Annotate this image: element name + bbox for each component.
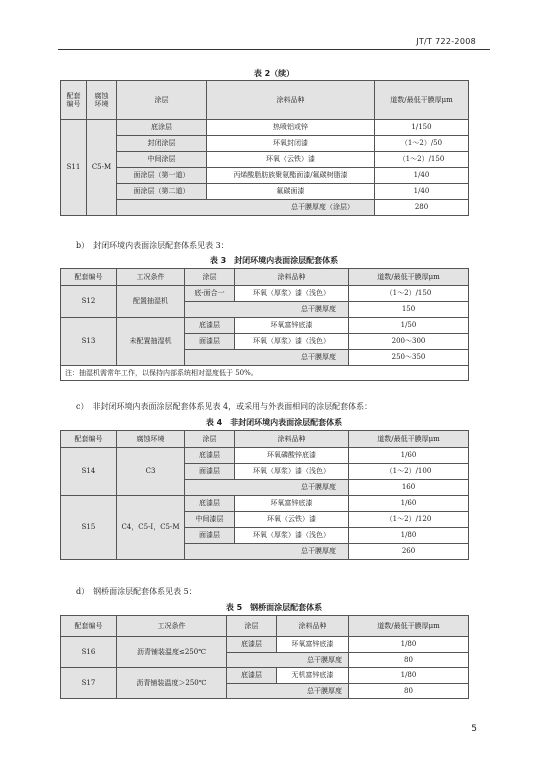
table4-header-product: 涂料品种 [235, 431, 349, 448]
table2-env-cell: C5-M [87, 120, 117, 216]
table-cell: 150 [349, 302, 469, 318]
table5-header-product: 涂料品种 [277, 616, 349, 637]
table2-scheme-cell: S11 [61, 120, 87, 216]
table-cell: C4，C5-I，C5-M [117, 496, 185, 560]
table-cell: 260 [349, 544, 469, 560]
table-cell: 底-面合一 [185, 286, 235, 302]
table5 [60, 615, 469, 699]
table5-caption: 表 5 钢桥面涂层配套体系 [225, 603, 323, 612]
table-cell: 160 [349, 480, 469, 496]
table2-header-scheme: 配套 编号 [61, 81, 87, 120]
table2-header-thickness: 道数/最低干膜厚μm [375, 81, 469, 120]
table4 [60, 430, 469, 560]
table-cell: S13 [61, 318, 117, 366]
table-cell: 1/80 [349, 528, 469, 544]
table-cell: 环氧（厚浆）漆（浅色） [235, 528, 349, 544]
table-cell: 环氧（厚浆）漆（浅色） [235, 464, 349, 480]
table-cell: 环氧富锌底漆 [277, 637, 349, 653]
table3-header-scheme: 配套编号 [61, 269, 117, 286]
table-cell: 环氧富锌底漆 [235, 318, 349, 334]
table-cell: 80 [349, 653, 469, 668]
table-cell: S15 [61, 496, 117, 560]
table2-caption: 表 2（续） [253, 69, 295, 78]
table-cell: 封闭涂层 [117, 136, 207, 152]
table-cell: 面涂层（第二道） [117, 184, 207, 200]
table-cell: S12 [61, 286, 117, 318]
table2 [60, 80, 469, 216]
table-cell: 总干膜厚度 [185, 544, 349, 560]
table-cell: 中间涂层 [117, 152, 207, 168]
table-cell: C3 [117, 448, 185, 496]
table-cell: 1/80 [349, 668, 469, 684]
paragraph-d: d） 钢桥面涂层配套体系见表 5： [76, 587, 197, 596]
table-cell: （1～2）/150 [349, 286, 469, 302]
table-cell: 底漆层 [185, 496, 235, 512]
table-cell: 200～300 [349, 334, 469, 350]
table-cell: 底漆层 [185, 448, 235, 464]
table-cell: 总干膜厚度 [185, 350, 349, 366]
header-rule [58, 49, 490, 50]
table-cell: 底涂层 [117, 120, 207, 136]
table-cell: 80 [349, 684, 469, 699]
table4-header-thickness: 道数/最低干膜厚μm [349, 431, 469, 448]
table-cell: 面漆层 [185, 464, 235, 480]
table-cell: （1～2）/120 [349, 512, 469, 528]
table3-header-thickness: 道数/最低干膜厚μm [349, 269, 469, 286]
table-cell: 1/150 [375, 120, 469, 136]
table-cell: 环氧封闭漆 [207, 136, 375, 152]
table-cell: 总干膜厚度 [227, 684, 349, 699]
table-cell: 氟碳面漆 [207, 184, 375, 200]
table-cell: 面漆层 [185, 528, 235, 544]
paragraph-c: c） 非封闭环境内表面涂层配套体系见表 4，或采用与外表面相同的涂层配套体系： [76, 402, 373, 411]
table-cell: 沥青铺装温度≤250℃ [117, 637, 227, 668]
standard-number: JT/T 722-2008 [416, 37, 476, 46]
table2-total-value: 280 [375, 200, 469, 216]
table-cell: 底漆层 [227, 668, 277, 684]
table3-header-product: 涂料品种 [235, 269, 349, 286]
table-cell: S16 [61, 637, 117, 668]
table3-note: 注：抽湿机需常年工作，以保持内部系统相对湿度低于 50%。 [61, 366, 469, 381]
table3-header-condition: 工况条件 [117, 269, 185, 286]
table-cell: 底漆层 [227, 637, 277, 653]
table-cell: 1/80 [349, 637, 469, 653]
table2-header-environment: 腐蚀 环境 [87, 81, 117, 120]
table-cell: 热喷铝或锌 [207, 120, 375, 136]
table-cell: 总干膜厚度 [185, 302, 349, 318]
table-cell: S17 [61, 668, 117, 699]
table-cell: 1/40 [375, 168, 469, 184]
table-cell: 丙烯酸脂肪族聚氨酯面漆/氟碳树脂漆 [207, 168, 375, 184]
table-cell: 250～350 [349, 350, 469, 366]
table-cell: （1～2）/100 [349, 464, 469, 480]
table-cell: 中间漆层 [185, 512, 235, 528]
table-cell: 总干膜厚度 [227, 653, 349, 668]
table-cell: 沥青铺装温度＞250℃ [117, 668, 227, 699]
page-number: 5 [471, 724, 477, 734]
table3-header-layer: 涂层 [185, 269, 235, 286]
table-cell: 环氧（云铁）漆 [235, 512, 349, 528]
table-cell: 环氧（厚浆）漆（浅色） [235, 334, 349, 350]
table3-caption: 表 3 封闭环境内表面涂层配套体系 [209, 256, 339, 265]
table3 [60, 268, 469, 381]
table-cell: 1/60 [349, 496, 469, 512]
table-cell: 面漆层 [185, 334, 235, 350]
table-cell: （1～2）/150 [375, 152, 469, 168]
table2-header-product: 涂料品种 [207, 81, 375, 120]
table-cell: 配置抽湿机 [117, 286, 185, 318]
table-cell: 总干膜厚度 [185, 480, 349, 496]
table4-header-environment: 腐蚀环境 [117, 431, 185, 448]
table5-header-condition: 工况条件 [117, 616, 227, 637]
table2-total-label: 总干膜厚度（涂层） [117, 200, 375, 216]
table-cell: 1/40 [375, 184, 469, 200]
table2-header-layer: 涂层 [117, 81, 207, 120]
table-cell: 环氧富锌底漆 [235, 496, 349, 512]
table-cell: 环氧磷酸锌底漆 [235, 448, 349, 464]
table-cell: S14 [61, 448, 117, 496]
table-cell: 环氧（云铁）漆 [207, 152, 375, 168]
table-cell: 环氧（厚浆）漆（浅色） [235, 286, 349, 302]
table-cell: （1～2）/50 [375, 136, 469, 152]
table5-header-thickness: 道数/最低干膜厚μm [349, 616, 469, 637]
table4-caption: 表 4 非封闭环境内表面涂层配套体系 [205, 418, 343, 427]
table5-header-scheme: 配套编号 [61, 616, 117, 637]
paragraph-b: b） 封闭环境内表面涂层配套体系见表 3： [76, 241, 229, 250]
table5-header-layer: 涂层 [227, 616, 277, 637]
table4-header-scheme: 配套编号 [61, 431, 117, 448]
table-cell: 1/50 [349, 318, 469, 334]
table-cell: 无机富锌底漆 [277, 668, 349, 684]
table-cell: 底漆层 [185, 318, 235, 334]
table4-header-layer: 涂层 [185, 431, 235, 448]
table-cell: 面涂层（第一道） [117, 168, 207, 184]
table-cell: 1/60 [349, 448, 469, 464]
table-cell: 未配置抽湿机 [117, 318, 185, 366]
